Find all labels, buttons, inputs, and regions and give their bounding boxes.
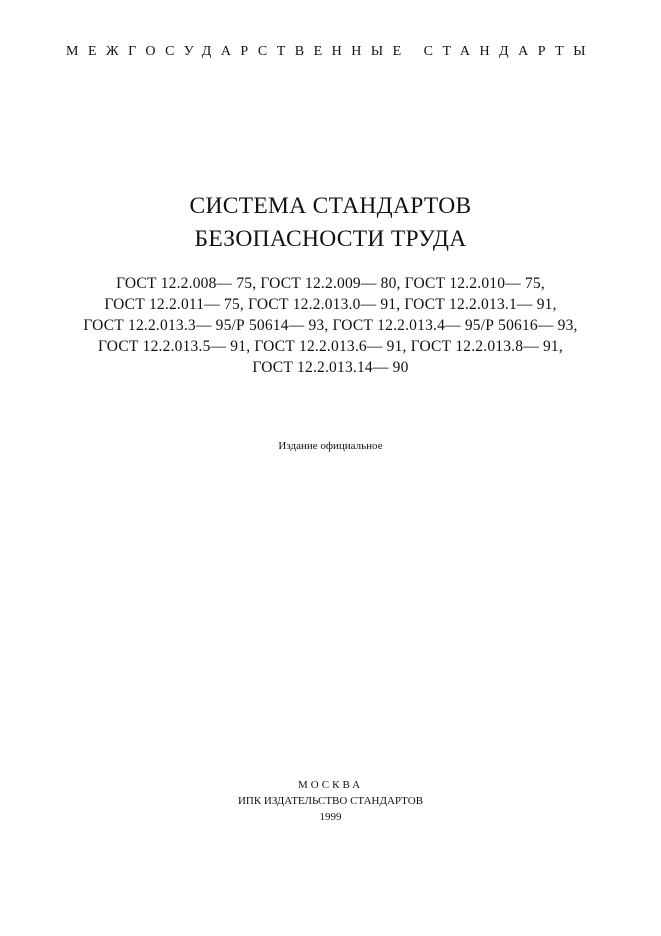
publisher-block	[0, 777, 661, 825]
publisher-city: МОСКВА	[297, 779, 364, 791]
document-title	[0, 190, 661, 256]
title-line-1: СИСТЕМА СТАНДАРТОВ	[189, 193, 472, 219]
standards-line: ГОСТ 12.2.013.5— 91, ГОСТ 12.2.013.6— 91, ГОСТ 12.2.013.8— 91,	[98, 338, 563, 355]
edition-label: Издание официальное	[278, 440, 383, 452]
standards-line: ГОСТ 12.2.013.14— 90	[252, 359, 409, 376]
publication-year: 1999	[319, 811, 342, 823]
standards-line: ГОСТ 12.2.011— 75, ГОСТ 12.2.013.0— 91, ГОСТ 12.2.013.1— 91,	[104, 296, 557, 313]
standards-list	[0, 273, 661, 378]
series-heading: МЕЖГОСУДАРСТВЕННЫЕ СТАНДАРТЫ	[66, 44, 595, 59]
title-line-2: БЕЗОПАСНОСТИ ТРУДА	[194, 226, 467, 252]
standards-line: ГОСТ 12.2.008— 75, ГОСТ 12.2.009— 80, ГОСТ 12.2.010— 75,	[116, 275, 545, 292]
publisher-name: ИПК ИЗДАТЕЛЬСТВО СТАНДАРТОВ	[237, 795, 424, 807]
standards-line: ГОСТ 12.2.013.3— 95/Р 50614— 93, ГОСТ 12.2.013.4— 95/Р 50616— 93,	[83, 317, 578, 334]
